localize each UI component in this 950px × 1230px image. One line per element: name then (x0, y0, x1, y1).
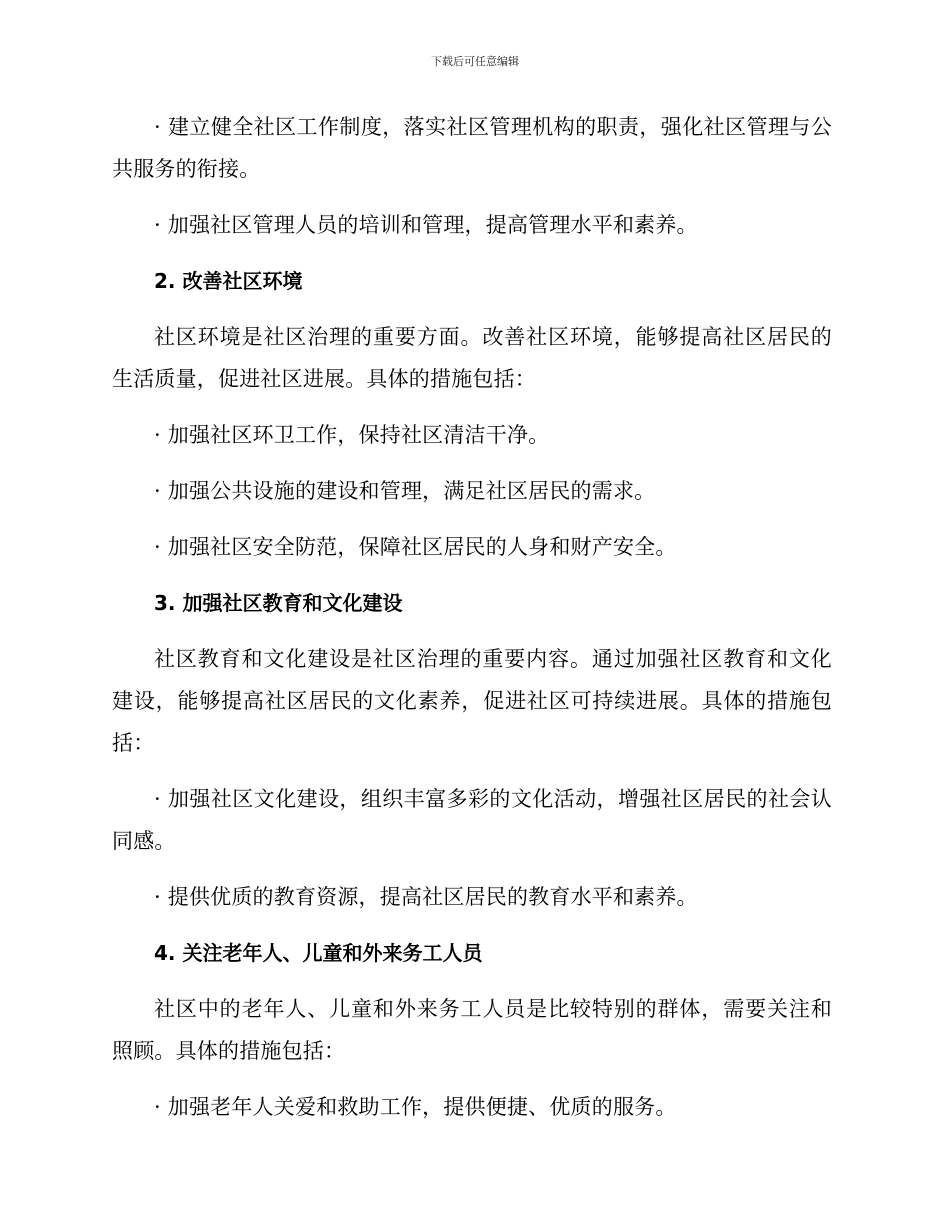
bullet-paragraph: · 加强公共设施的建设和管理，满足社区居民的需求。 (154, 479, 656, 503)
body-paragraph: 社区教育和文化建设是社区治理的重要内容。通过加强社区教育和文化建设，能够提高社区居民的文化素养，促进社区可持续进展。具体的措施包括： (112, 647, 832, 755)
bullet-paragraph: · 加强社区文化建设，组织丰富多彩的文化活动，增强社区居民的社会认同感。 (112, 787, 832, 853)
document-body (112, 106, 832, 1142)
bullet-paragraph: · 提供优质的教育资源，提高社区居民的教育水平和素养。 (154, 885, 698, 909)
bullet-paragraph: · 加强社区安全防范，保障社区居民的人身和财产安全。 (154, 535, 677, 559)
body-paragraph: 社区中的老年人、儿童和外来务工人员是比较特别的群体，需要关注和照顾。具体的措施包括： (112, 997, 832, 1063)
page-header-note: 下载后可任意编辑 (431, 55, 519, 68)
section-heading: 4. 关注老年人、儿童和外来务工人员 (154, 941, 483, 965)
section-heading: 2. 改善社区环境 (154, 269, 303, 293)
bullet-paragraph: · 加强社区管理人员的培训和管理，提高管理水平和素养。 (154, 213, 698, 237)
bullet-paragraph: · 加强老年人关爱和救助工作，提供便捷、优质的服务。 (154, 1095, 677, 1119)
bullet-paragraph: · 加强社区环卫工作，保持社区清洁干净。 (154, 423, 550, 447)
bullet-paragraph: · 建立健全社区工作制度，落实社区管理机构的职责，强化社区管理与公共服务的衔接。 (112, 115, 832, 181)
body-paragraph: 社区环境是社区治理的重要方面。改善社区环境，能够提高社区居民的生活质量，促进社区进展。具体的措施包括： (112, 325, 832, 391)
section-heading: 3. 加强社区教育和文化建设 (154, 591, 403, 615)
